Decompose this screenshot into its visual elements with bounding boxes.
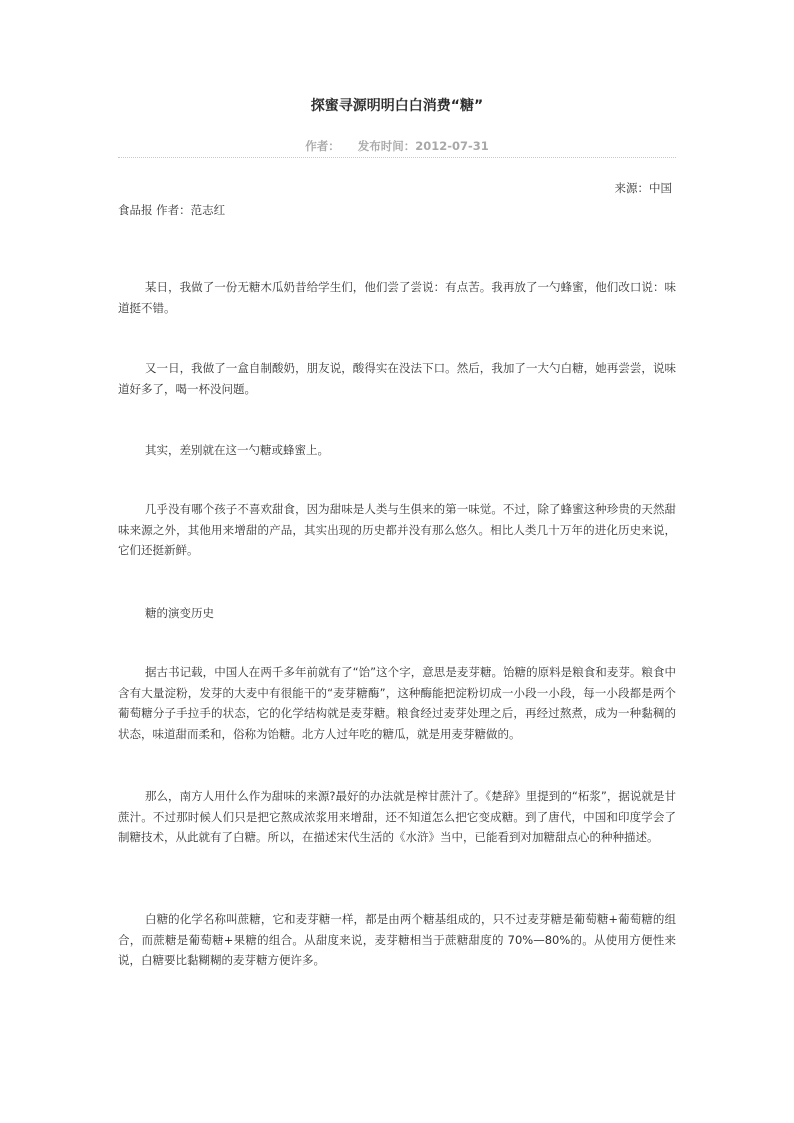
paragraph: 据古书记载，中国人在两千多年前就有了“饴”这个字，意思是麦芽糖。饴糖的原料是粮食和麦芽。粮食中含有大量淀粉，发芽的大麦中有很能干的“麦芽糖酶”，这种酶能把淀粉切成一小段一小段，每一小段都是两个葡萄糖分子手拉手的状态，它的化学结构就是麦芽糖。粮食经过麦芽处理之后，再经过熬煮，成为一种黏稠的状态，味道甜而柔和，俗称为饴糖。北方人过年吃的糖瓜，就是用麦芽糖做的。	[118, 665, 676, 741]
paragraph: 又一日，我做了一盒自制酸奶，朋友说，酸得实在没法下口。然后，我加了一大勺白糖，她再尝尝，说味道好多了，喝一杯没问题。	[118, 361, 676, 396]
article-source: 来源：中国	[614, 181, 672, 195]
publish-date: 发布时间：2012-07-31	[357, 139, 489, 153]
paragraph: 几乎没有哪个孩子不喜欢甜食，因为甜味是人类与生俱来的第一味觉。不过，除了蜂蜜这种珍贵的天然甜味来源之外，其他用来增甜的产品，其实出现的历史都并没有那么悠久。相比人类几十万年的进化历史来说，它们还挺新鲜。	[118, 502, 676, 557]
title-divider	[118, 157, 676, 158]
paragraph: 那么，南方人用什么作为甜味的来源?最好的办法就是榨甘蔗汁了。《楚辞》里提到的“柘浆”，据说就是甘蔗汁。不过那时候人们只是把它熬成浓浆用来增甜，还不知道怎么把它变成糖。到了唐代，中国和印度学会了制糖技术，从此就有了白糖。所以，在描述宋代生活的《水浒》当中，已能看到对加糖甜点心的种种描述。	[118, 789, 676, 844]
section-heading: 糖的演变历史	[145, 606, 214, 620]
paragraph: 白糖的化学名称叫蔗糖，它和麦芽糖一样，都是由两个糖基组成的，只不过麦芽糖是葡萄糖+葡萄糖的组合，而蔗糖是葡萄糖+果糖的组合。从甜度来说，麦芽糖相当于蔗糖甜度的 70%—80%的。从使用方便性来说，白糖要比黏糊糊的麦芽糖方便许多。	[118, 912, 676, 967]
article-meta	[118, 139, 676, 153]
paragraph: 某日，我做了一份无糖木瓜奶昔给学生们，他们尝了尝说：有点苦。我再放了一勺蜂蜜，他们改口说：味道挺不错。	[118, 280, 676, 315]
paragraph: 其实，差别就在这一勺糖或蜂蜜上。	[145, 443, 329, 457]
author-label: 作者：	[305, 139, 340, 153]
article-title: 探蜜寻源明明白白消费“糖”	[310, 98, 484, 114]
article-byline: 食品报 作者：范志红	[118, 203, 226, 217]
